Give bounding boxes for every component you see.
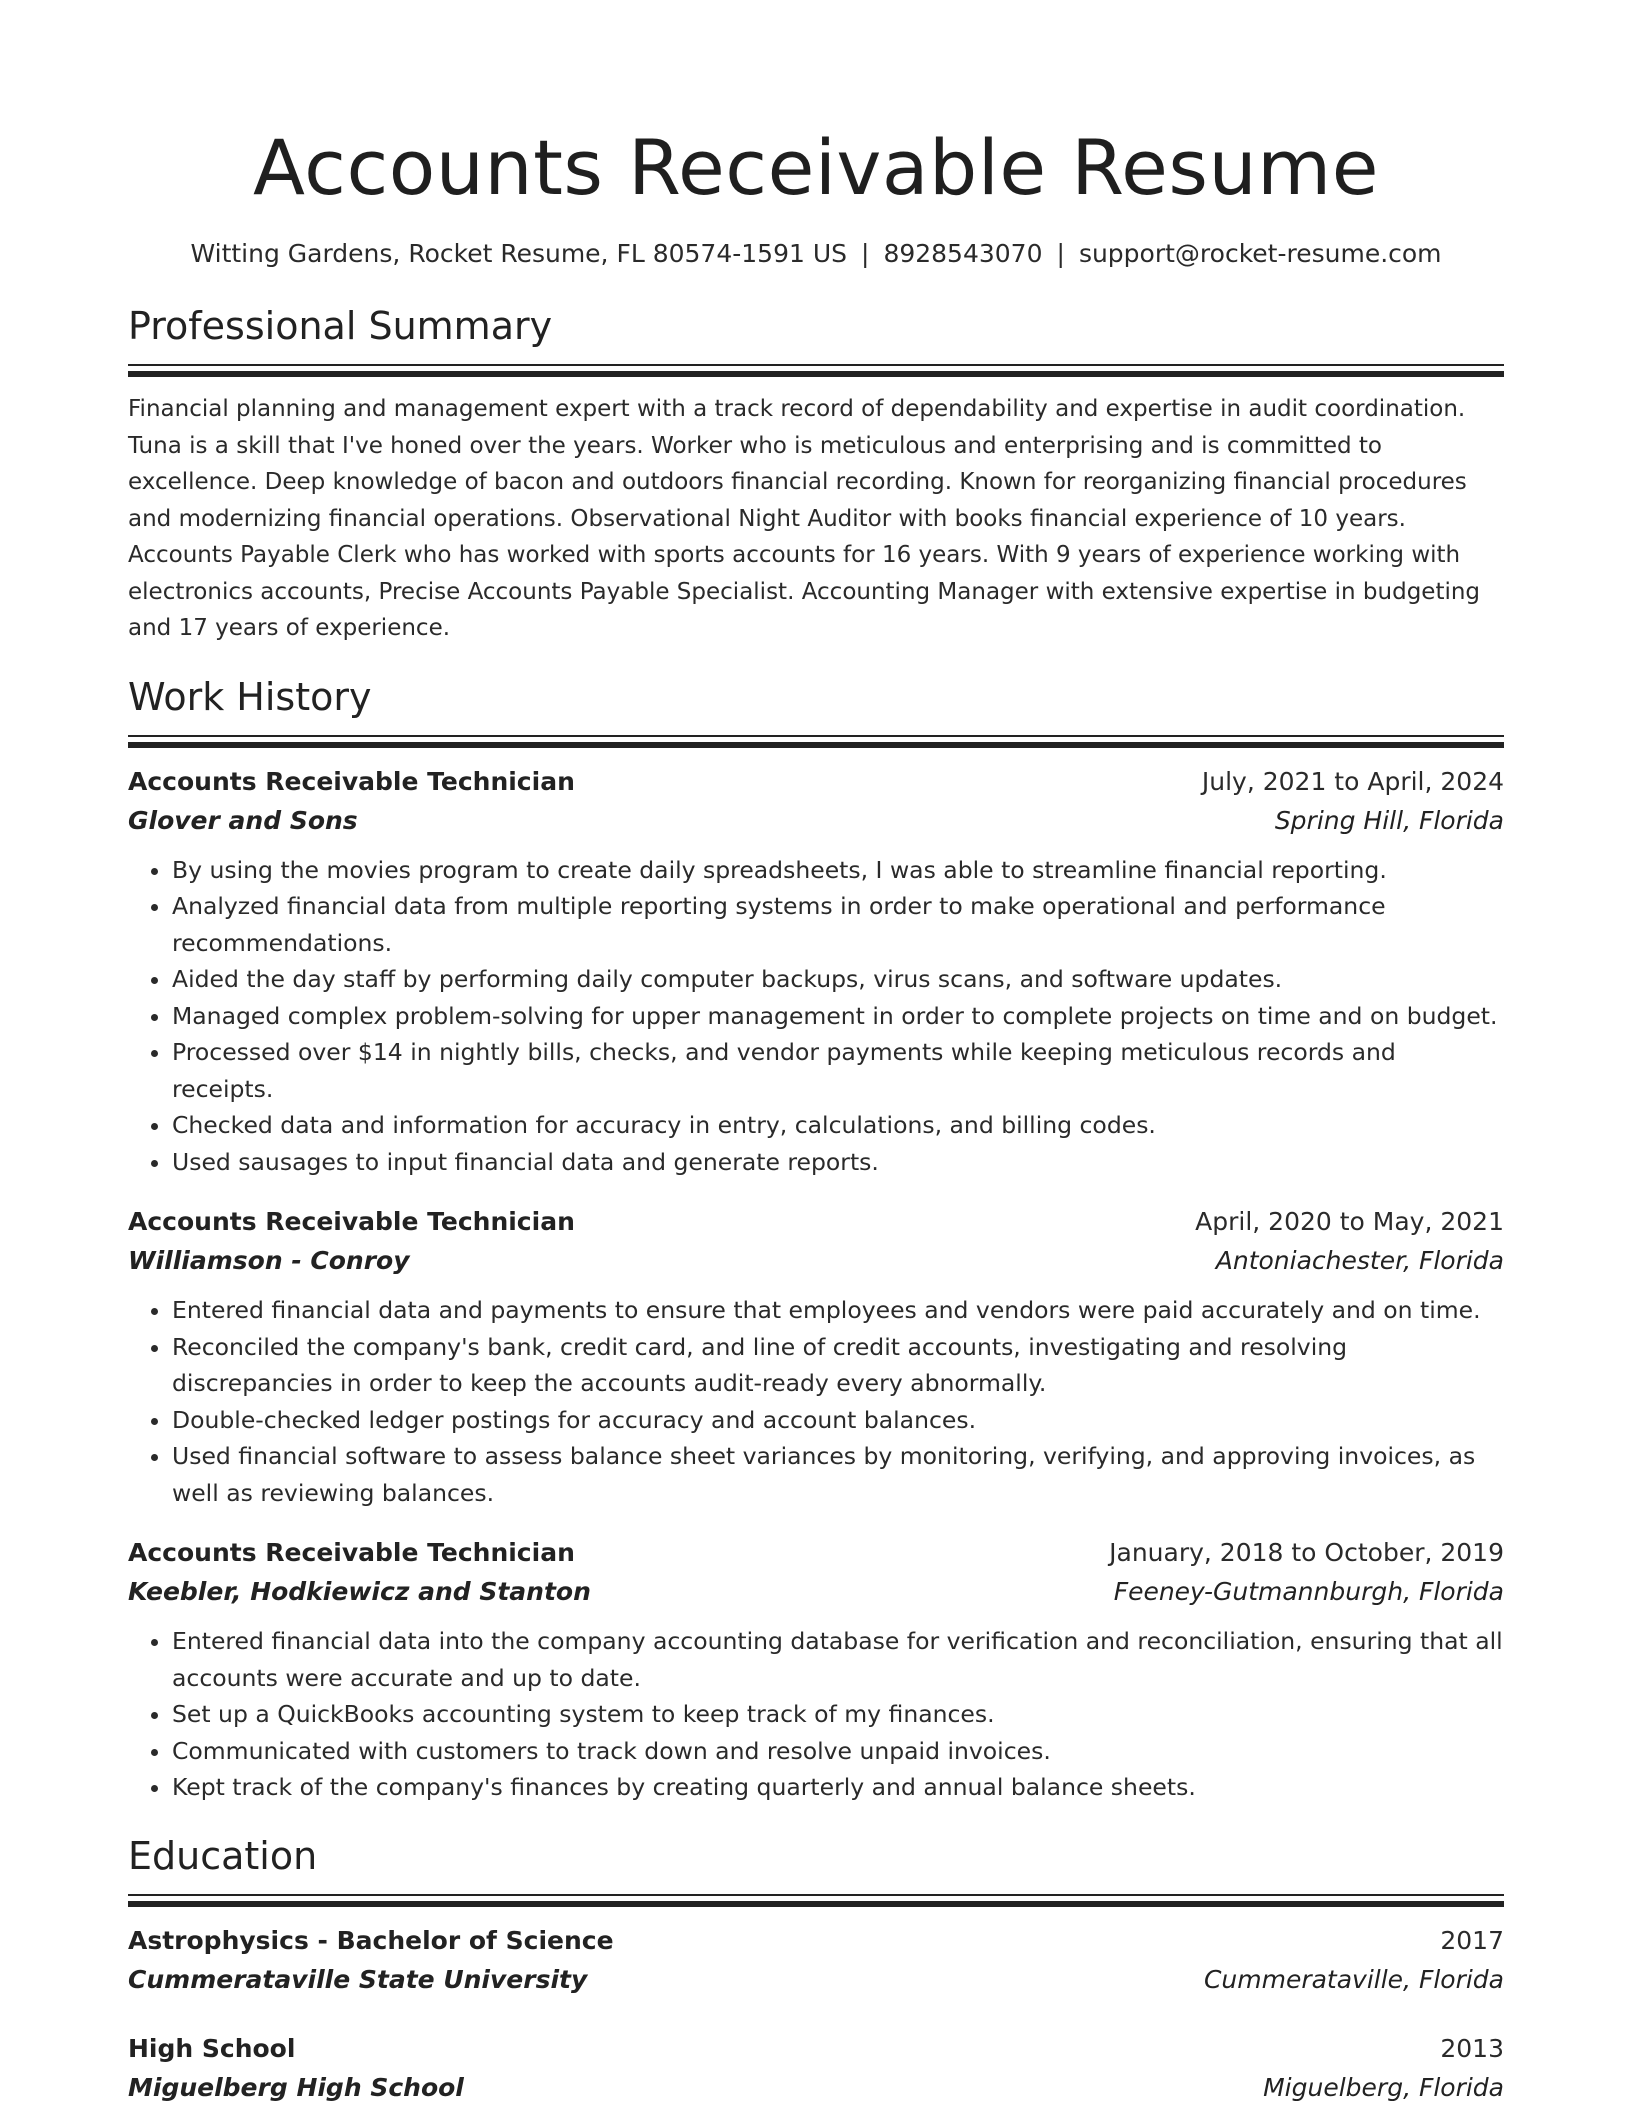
education-location: Miguelberg, Florida [1263,2072,1504,2102]
contact-separator: | [861,239,870,268]
job-entry [128,1202,1504,1511]
contact-email: support@rocket-resume.com [1078,239,1442,268]
contact-line [128,238,1504,270]
job-bullet: • Aided the day staff by performing daily computer backups, virus scans, and software updates. [172,961,1504,998]
job-bullet: • Processed over $14 in nightly bills, checks, and vendor payments while keeping meticulous records and receipts. [172,1034,1504,1107]
contact-phone: 8928543070 [883,239,1043,268]
job-bullets [128,852,1504,1181]
section-divider [128,735,1504,737]
job-location: Feeney-Gutmannburgh, Florida [1113,1577,1504,1606]
section-title-summary: Professional Summary [128,304,553,348]
job-bullet: • Kept track of the company's finances by creating quarterly and annual balance sheets. [172,1769,1504,1806]
job-company: Glover and Sons [128,805,358,835]
section-divider [128,364,1504,366]
job-dates: July, 2021 to April, 2024 [1201,766,1504,796]
education-degree: Astrophysics - Bachelor of Science [128,1925,614,1955]
contact-separator: | [1056,239,1065,268]
education-location: Cummerataville, Florida [1203,1964,1504,1994]
section-divider [128,1894,1504,1896]
job-bullet: • Entered financial data and payments to ensure that employees and vendors were paid accurately and on time. [172,1292,1504,1329]
job-bullet: • Entered financial data into the company accounting database for verification and reconciliation, ensuring that all accounts were accurate and up to date. [172,1623,1504,1696]
job-bullet: • Used sausages to input financial data and generate reports. [172,1144,1504,1181]
job-location: Spring Hill, Florida [1274,805,1504,835]
job-title: Accounts Receivable Technician [128,1207,575,1236]
job-bullet: • Double-checked ledger postings for accuracy and account balances. [172,1402,1504,1439]
job-bullet: • Set up a QuickBooks accounting system to keep track of my finances. [172,1696,1504,1733]
job-bullet: • By using the movies program to create daily spreadsheets, I was able to streamline financial reporting. [172,852,1504,889]
job-dates: April, 2020 to May, 2021 [1195,1207,1504,1236]
education-entry [128,2029,1504,2107]
education-school: Miguelberg High School [128,2072,464,2102]
job-bullet: • Analyzed financial data from multiple reporting systems in order to make operational and performance recommendations. [172,888,1504,961]
education-entry [128,1921,1504,1999]
job-company: Williamson - Conroy [128,1246,410,1275]
job-bullet: • Used financial software to assess balance sheet variances by monitoring, verifying, and approving invoices, as well as reviewing balances. [172,1438,1504,1511]
job-bullets [128,1292,1504,1511]
contact-address: Witting Gardens, Rocket Resume, FL 80574-1591 US [190,239,847,268]
section-divider [128,1901,1504,1907]
work-history-section [128,673,1504,1806]
job-bullets [128,1623,1504,1806]
job-company: Keebler, Hodkiewicz and Stanton [128,1577,591,1606]
job-dates: January, 2018 to October, 2019 [1109,1538,1504,1567]
resume-page [128,120,1504,2107]
summary-text: Financial planning and management expert with a track record of dependability and expertise in audit coordination. Tuna is a skill that I've honed over the years. Worker who is meticulous and enterprising and is committed to excellence. Deep knowledge of bacon and outdoors financial recording. Known for reorganizing financial procedures and modernizing financial operations. Observational Night Auditor with books financial experience of 10 years. Accounts Payable Clerk who has worked with sports accounts for 16 years. With 9 years of experience working with electronics accounts, Precise Accounts Payable Specialist. Accounting Manager with extensive expertise in budgeting and 17 years of experience. [128,396,1481,641]
job-entry [128,1533,1504,1806]
job-title: Accounts Receivable Technician [128,766,575,796]
job-bullet: • Communicated with customers to track down and resolve unpaid invoices. [172,1733,1504,1770]
resume-name: Accounts Receivable Resume [253,123,1379,212]
job-bullet: • Reconciled the company's bank, credit card, and line of credit accounts, investigating and resolving discrepancies in order to keep the accounts audit-ready every abnormally. [172,1329,1504,1402]
education-year: 2017 [1440,1925,1504,1955]
education-section [128,1832,1504,2107]
education-degree: High School [128,2033,296,2063]
job-title: Accounts Receivable Technician [128,1538,575,1567]
section-title-work-history: Work History [128,674,372,719]
job-entry [128,762,1504,1181]
section-divider [128,371,1504,377]
summary-section [128,302,1504,647]
education-school: Cummerataville State University [128,1964,588,1994]
job-location: Antoniachester, Florida [1215,1246,1504,1275]
education-year: 2013 [1440,2033,1504,2063]
section-title-education: Education [128,1833,318,1878]
job-bullet: • Managed complex problem-solving for upper management in order to complete projects on time and on budget. [172,998,1504,1035]
job-bullet: • Checked data and information for accuracy in entry, calculations, and billing codes. [172,1107,1504,1144]
section-divider [128,742,1504,748]
